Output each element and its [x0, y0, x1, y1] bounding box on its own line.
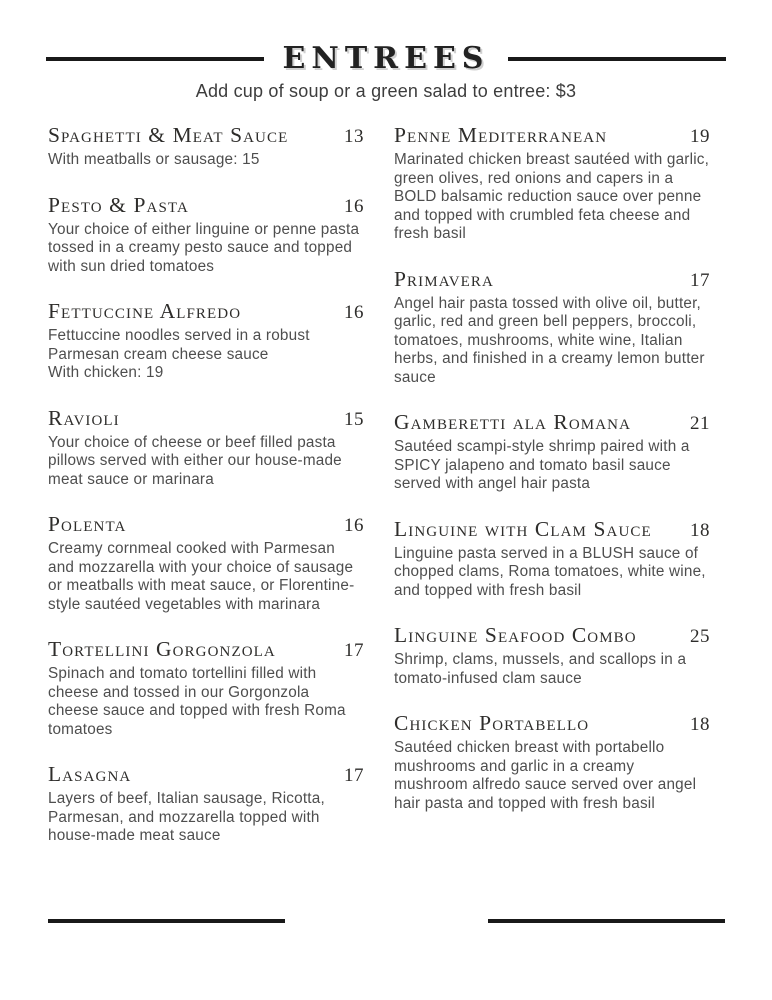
menu-item [394, 123, 710, 244]
menu-item [48, 299, 364, 383]
item-description: Marinated chicken breast sautéed with garlic, green olives, red onions and capers in a BOLD balsamic reduction sauce over penne and topped with crumbled feta cheese and fresh basil [394, 151, 710, 242]
menu-item-header [394, 123, 710, 148]
item-description: Sautéed scampi-style shrimp paired with a SPICY jalapeno and tomato basil sauce served with angel hair pasta [394, 438, 690, 492]
menu-item-header [48, 123, 364, 148]
item-price: 17 [344, 765, 364, 786]
item-price: 17 [344, 640, 364, 661]
item-description: Creamy cornmeal cooked with Parmesan and mozzarella with your choice of sausage or meatballs with meat sauce, or Florentine-style sautéed vegetables with marinara [48, 540, 355, 613]
item-price: 16 [344, 195, 364, 217]
menu-item-header [48, 762, 364, 787]
menu-item-header [48, 299, 364, 324]
menu-item [48, 406, 364, 490]
menu-item [48, 123, 364, 170]
menu-item [394, 711, 710, 813]
menu-item-header [394, 410, 710, 435]
header-title-row [46, 42, 726, 76]
menu-columns [48, 123, 710, 869]
menu-item-header [394, 711, 710, 736]
item-description: Your choice of cheese or beef filled pasta pillows served with either our house-made meat sauce or marinara [48, 433, 342, 488]
item-name: Gamberetti ala Romana [394, 410, 632, 434]
header-rule-right [508, 57, 726, 61]
item-name: Penne Mediterranean [394, 123, 608, 147]
item-description: Spinach and tomato tortellini filled with cheese and tossed in our Gorgonzola cheese sauce and topped with fresh Roma tomatoes [48, 665, 346, 738]
menu-item [48, 512, 364, 614]
item-name: Lasagna [48, 762, 132, 786]
item-name: Pesto & Pasta [48, 192, 189, 217]
item-price: 13 [344, 126, 364, 147]
item-description: Shrimp, clams, mussels, and scallops in a tomato-infused clam sauce [394, 651, 687, 687]
item-description: Linguine pasta served in a BLUSH sauce of chopped clams, Roma tomatoes, white wine, and topped with fresh basil [394, 544, 706, 599]
item-price: 21 [690, 413, 710, 434]
item-description: Layers of beef, Italian sausage, Ricotta, Parmesan, and mozzarella topped with house-made meat sauce [48, 790, 325, 844]
item-description: Your choice of either linguine or penne pasta tossed in a creamy pesto sauce and topped with sun dried tomatoes [48, 220, 360, 275]
item-description: Angel hair pasta tossed with olive oil, butter, garlic, red and green bell peppers, broccoli, tomatoes, mushrooms, white wine, Italian herbs, and finished in a creamy lemon butter sauce [394, 294, 705, 386]
menu-item [394, 517, 710, 601]
item-name: Linguine Seafood Combo [394, 623, 637, 647]
menu-item [394, 623, 710, 688]
menu-item [394, 410, 710, 494]
item-name: Spaghetti & Meat Sauce [48, 123, 289, 147]
item-description: Fettuccine noodles served in a robust Parmesan cream cheese sauce [48, 327, 310, 363]
item-name: Tortellini Gorgonzola [48, 637, 276, 661]
menu-item [48, 762, 364, 846]
item-price: 17 [690, 269, 710, 291]
item-price: 18 [690, 714, 710, 735]
footer-rule-right [488, 919, 725, 923]
item-name: Fettuccine Alfredo [48, 299, 242, 323]
item-note: With chicken: 19 [48, 364, 164, 381]
menu-item-header [394, 517, 710, 542]
menu-item [48, 193, 364, 277]
item-price: 16 [344, 302, 364, 323]
menu-item [48, 637, 364, 739]
item-name: Chicken Portabello [394, 711, 590, 735]
menu-item [394, 267, 710, 388]
menu-item-header [394, 267, 710, 292]
page-title: ENTREES [282, 41, 490, 76]
menu-subtitle: Add cup of soup or a green salad to entree: $3 [195, 81, 577, 101]
item-price: 16 [344, 515, 364, 536]
item-name: Linguine with Clam Sauce [394, 516, 652, 541]
item-price: 15 [344, 408, 364, 430]
item-price: 25 [690, 626, 710, 647]
menu-header [0, 0, 772, 103]
item-name: Polenta [48, 512, 127, 536]
item-description: Sautéed chicken breast with portabello mushrooms and garlic in a creamy mushroom alfredo sauce served over angel hair pasta and topped with fresh basil [394, 739, 697, 812]
menu-item-header [48, 193, 364, 218]
menu-column-right [394, 123, 710, 869]
menu-item-header [394, 623, 710, 648]
menu-item-header [48, 406, 364, 431]
header-rule-left [46, 57, 264, 61]
menu-item-header [48, 512, 364, 537]
item-price: 18 [690, 519, 710, 541]
menu-column-left [48, 123, 364, 869]
item-name: Ravioli [48, 405, 120, 430]
menu-item-header [48, 637, 364, 662]
footer-rule-left [48, 919, 285, 923]
item-description: With meatballs or sausage: 15 [48, 151, 260, 168]
item-price: 19 [690, 126, 710, 147]
item-name: Primavera [394, 266, 494, 291]
